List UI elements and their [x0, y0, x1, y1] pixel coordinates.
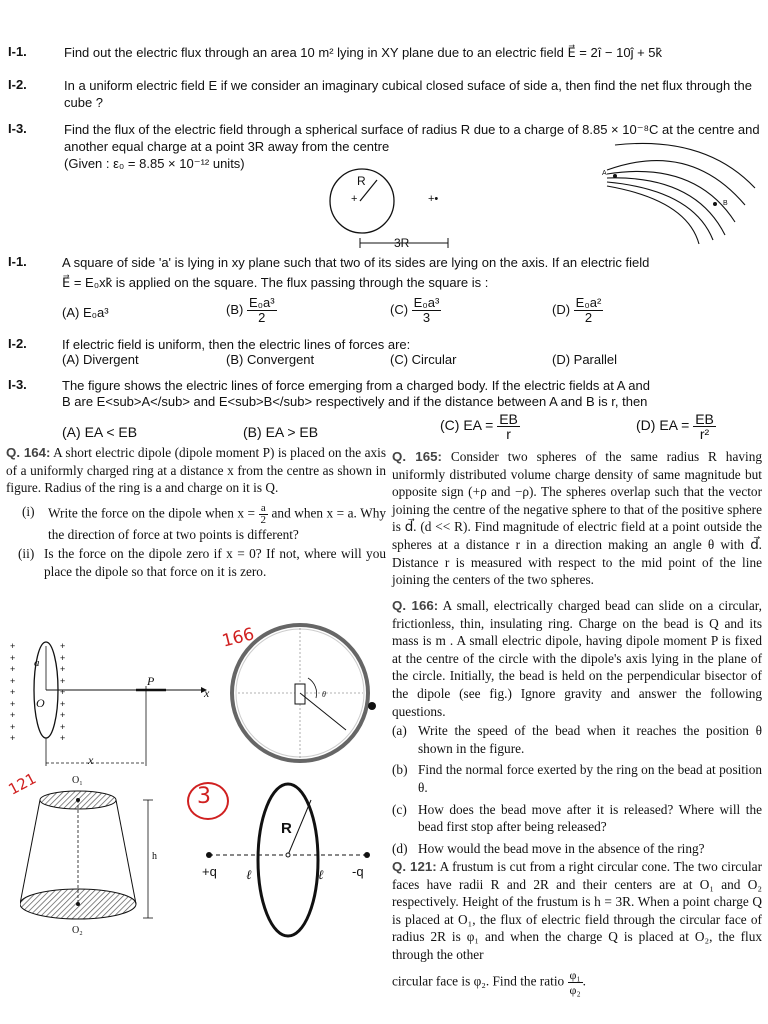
question-text: If electric field is uniform, then the electric lines of forces are:	[62, 337, 411, 352]
question-text: Consider two spheres of the same radius R having uniformly distributed volume charge density of same magnitude but opposite sign (+ρ and −ρ). The spheres overlap such that the vector joining the centre of the negative sphere to that of the positive sphere is d⃗. (d << R). Find magnitude of electric field at a point outside the spheres at a distance r in a direction making an angle θ with d⃗. Distance r is measured with respect to the mid point of the line joining the centers of the two spheres.	[392, 449, 762, 588]
o1-label: O₁	[72, 775, 83, 786]
radius-a-label: a	[34, 657, 40, 669]
length-l-left: ℓ	[246, 867, 252, 882]
question-text: A frustum is cut from a right circular cone. The two circular faces have radii R and 2R and their centers are at O₁ and O₂ respectively. Height of the frustum is h = 3R. When a point charge Q is placed at O₁, the flux of electric field through the circular face of radius 2R is φ₁ and when the charge Q is placed at O₂, the flux through the other	[392, 859, 762, 962]
point-b-label: B	[723, 200, 728, 207]
question-text: A small, electrically charged bead can slide on a circular, frictionless, thin, insulating ring. Charge on the bead is Q and its mass is m . A small electric dipole, having dipole moment P is fixed at the centre of the circle with the dipole's axis lying in the plane of the circle. Initially, the bead is held on the perpendicular bisector of the dipole (see fig.) Ignore gravity and answer the following questions.	[392, 598, 762, 719]
sub-question: (d) How would the bead move in the absence of the ring?	[392, 840, 705, 856]
question-number: I-3.	[8, 377, 27, 392]
radius-label: R	[357, 174, 366, 188]
question-text: Find out the electric flux through an area 10 m² lying in XY plane due to an electric field E⃗ = 2î − 10ĵ + 5k̂	[64, 45, 663, 60]
question-text: In a uniform electric field E if we consider an imaginary cubical closed suface of side a, then find the net flux through the cube ?	[64, 78, 752, 110]
option-c: (C) $\frac{\text{E₀a³}}{3}$	[390, 295, 440, 325]
question-heading: Q. 121:	[392, 859, 437, 874]
handwritten-3: 3	[197, 784, 211, 809]
field-lines-figure	[595, 140, 765, 250]
dipole-p-label: P	[147, 674, 155, 688]
o2-label: O₂	[72, 925, 83, 936]
frustum-figure	[20, 778, 190, 948]
sub-question: (a) Write the speed of the bead when it reaches the position θ shown in the figure.	[392, 723, 762, 756]
length-l-right: ℓ	[318, 867, 324, 882]
q121-block	[392, 858, 762, 997]
option-a: (A) Divergent	[62, 352, 139, 367]
handwritten-166: 166	[220, 624, 257, 652]
option-c: (C) Circular	[390, 352, 457, 367]
given-note: (Given : ε₀ = 8.85 × 10⁻¹² units)	[64, 156, 245, 171]
option-c: (C) EA = $\frac{EB}{r}$	[440, 411, 518, 442]
option-d: (D) Parallel	[552, 352, 618, 367]
question-number: I-1.	[8, 44, 27, 59]
q166-block	[392, 597, 762, 857]
question-text: B are E<sub>A</sub> and E<sub>B</sub> respectively and if the distance between A and B is r, then	[62, 394, 648, 409]
option-b: (B) $\frac{\text{E₀a³}}{2}$	[226, 295, 275, 325]
height-label: h	[152, 851, 157, 862]
point-a-label: A	[602, 170, 607, 177]
q165-block	[392, 448, 762, 589]
option-d: (D) $\frac{\text{E₀a²}}{2}$	[552, 295, 602, 325]
sub-question: (c) How does the bead move after it is released? Where will the bead first stop after being released?	[392, 801, 762, 835]
ratio-line: circular face is φ₂. Find the ratio $\frac{\text{φ₁}}{\text{φ₂}}$ .	[392, 967, 586, 997]
option-a: (A) EA < EB	[62, 424, 138, 440]
charge-minus-q: -q	[352, 864, 364, 879]
charge-center: +	[351, 193, 358, 205]
question-number: I-3.	[8, 121, 27, 136]
option-b: (B) EA > EB	[243, 424, 319, 440]
question-text: The figure shows the electric lines of force emerging from a charged body. If the electric fields at A and	[62, 378, 650, 393]
question-heading: Q. 164:	[6, 445, 51, 460]
question-number: I-2.	[8, 77, 27, 92]
sub-question: (ii) Is the force on the dipole zero if x = 0? If not, where will you place the dipole so that force on it is zero.	[18, 546, 386, 579]
radius-r-label: R	[281, 820, 292, 837]
ring-charges-right: + + + + + + + + +	[60, 641, 66, 743]
sub-question: (b) Find the normal force exerted by the ring on the bead at position θ.	[392, 762, 762, 795]
center-o-label: O	[36, 696, 45, 710]
question-number: I-2.	[8, 336, 27, 351]
question-number: I-1.	[8, 254, 27, 269]
option-d: (D) EA = $\frac{EB}{\text{r²}}$	[636, 411, 714, 442]
option-a: (A) E₀a³	[62, 305, 109, 320]
question-text: A square of side 'a' is lying in xy plane such that two of its sides are lying on the axis. If an electric field	[62, 255, 650, 270]
question-text: Find the flux of the electric field through a spherical surface of radius R due to a charge of 8.85 × 10⁻⁸C at the centre and another equal charge at a point 3R away from the centre	[64, 122, 760, 154]
q164-block	[6, 444, 386, 581]
charge-plus-q: +q	[202, 864, 217, 879]
handwritten-121: 121	[5, 769, 40, 799]
sub-question: (i) Write the force on the dipole when x = $\frac{a}{2}$ and when x = a. Why the direction of force at two points is different?	[22, 501, 386, 542]
question-heading: Q. 166:	[392, 598, 439, 613]
option-b: (B) Convergent	[226, 352, 315, 367]
x-distance-label: x	[88, 753, 94, 767]
question-text: A short electric dipole (dipole moment P) is placed on the axis of a uniformly charged ring at a distance x from the centre as shown in figure. Radius of the ring is a and charge on it is Q.	[6, 445, 386, 496]
charge-outside: +•	[428, 193, 439, 205]
question-heading: Q. 165:	[392, 449, 442, 464]
question-text: E⃗ = E₀xk̂ is applied on the square. The flux passing through the square is :	[62, 275, 489, 290]
distance-label: 3R	[394, 236, 410, 250]
ring-charges-left: + + + + + + + + +	[10, 641, 16, 743]
sphere-charge-figure	[320, 168, 460, 250]
x-axis-label: x	[204, 686, 210, 700]
theta-label: θ	[322, 690, 326, 699]
